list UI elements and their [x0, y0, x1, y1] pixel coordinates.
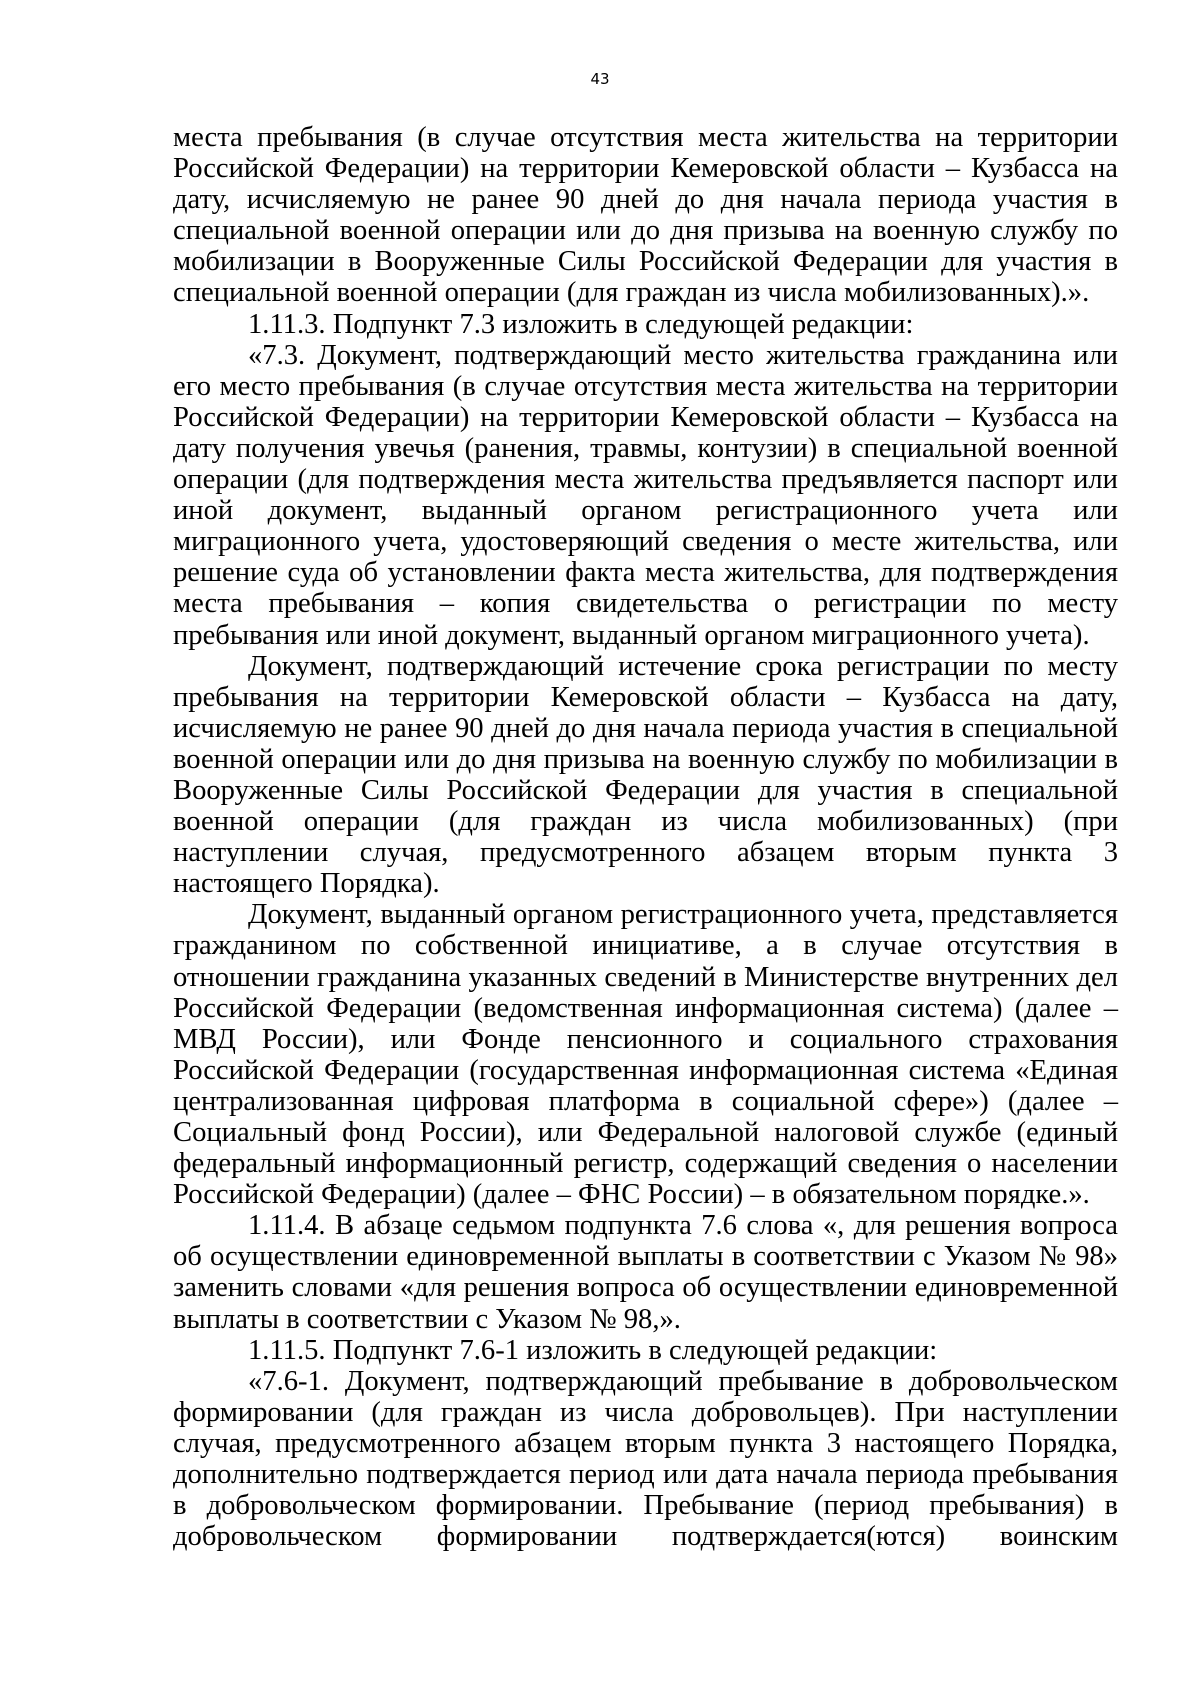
paragraph-subpoint-7-3: «7.3. Документ, подтверждающий место жительства гражданина или его место пребывания (в случае отсутствия места жительства на территории Российской Федерации) на территории Кемеровской области – Кузбасса на дату получения увечья (ранения, травмы, контузии) в специальной военной операции (для подтверждения места жительства предъявляется паспорт или иной документ, выданный органом регистрационного учета или миграционного учета, удостоверяющий сведения о месте жительства, или решение суда об установлении факта места жительства, для подтверждения места пребывания – копия свидетельства о регистрации по месту пребывания или иной документ, выданный органом миграционного учета). [173, 339, 1118, 651]
paragraph-subpoint-7-6-1: «7.6-1. Документ, подтверждающий пребывание в добровольческом формировании (для граждан из числа добровольцев). При наступлении случая, предусмотренного абзацем вторым пункта 3 настоящего Порядка, дополнительно подтверждается период или дата начала периода пребывания в добровольческом формировании. Пребывание (период пребывания) в добровольческом формировании подтверждается(ются) воинским [173, 1365, 1118, 1553]
paragraph-item-1-11-4: 1.11.4. В абзаце седьмом подпункта 7.6 слова «, для решения вопроса об осуществлении единовременной выплаты в соответствии с Указом № 98» заменить словами «для решения вопроса об осуществлении единовременной выплаты в соответствии с Указом № 98,». [173, 1210, 1118, 1335]
paragraph-registration-document: Документ, выданный органом регистрационного учета, представляется гражданином по собственной инициативе, а в случае отсутствия в отношении гражданина указанных сведений в Министерстве внутренних дел Российской Федерации (ведомственная информационная система) (далее – МВД России), или Фонде пенсионного и социального страхования Российской Федерации (государственная информационная система «Единая централизованная цифровая платформа в социальной сфере») (далее – Социальный фонд России), или Федеральной налоговой службе (единый федеральный информационный регистр, содержащий сведения о населении Российской Федерации) (далее – ФНС России) – в обязательном порядке.». [173, 899, 1118, 1211]
document-body [173, 122, 1118, 1552]
paragraph-continuation: места пребывания (в случае отсутствия места жительства на территории Российской Федерации) на территории Кемеровской области – Кузбасса на дату, исчисляемую не ранее 90 дней до дня начала периода участия в специальной военной операции или до дня призыва на военную службу по мобилизации в Вооруженные Силы Российской Федерации для участия в специальной военной операции (для граждан из числа мобилизованных).». [173, 122, 1118, 309]
page-number: 43 [590, 70, 610, 88]
paragraph-item-1-11-3: 1.11.3. Подпункт 7.3 изложить в следующей редакции: [248, 308, 914, 340]
paragraph-registration-expiry: Документ, подтверждающий истечение срока регистрации по месту пребывания на территории Кемеровской области – Кузбасса на дату, исчисляемую не ранее 90 дней до дня начала периода участия в специальной военной операции или до дня призыва на военную службу по мобилизации в Вооруженные Силы Российской Федерации для участия в специальной военной операции (для граждан из числа мобилизованных) (при наступлении случая, предусмотренного абзацем вторым пункта 3 настоящего Порядка). [173, 650, 1118, 900]
paragraph-item-1-11-5: 1.11.5. Подпункт 7.6-1 изложить в следующей редакции: [248, 1334, 938, 1366]
